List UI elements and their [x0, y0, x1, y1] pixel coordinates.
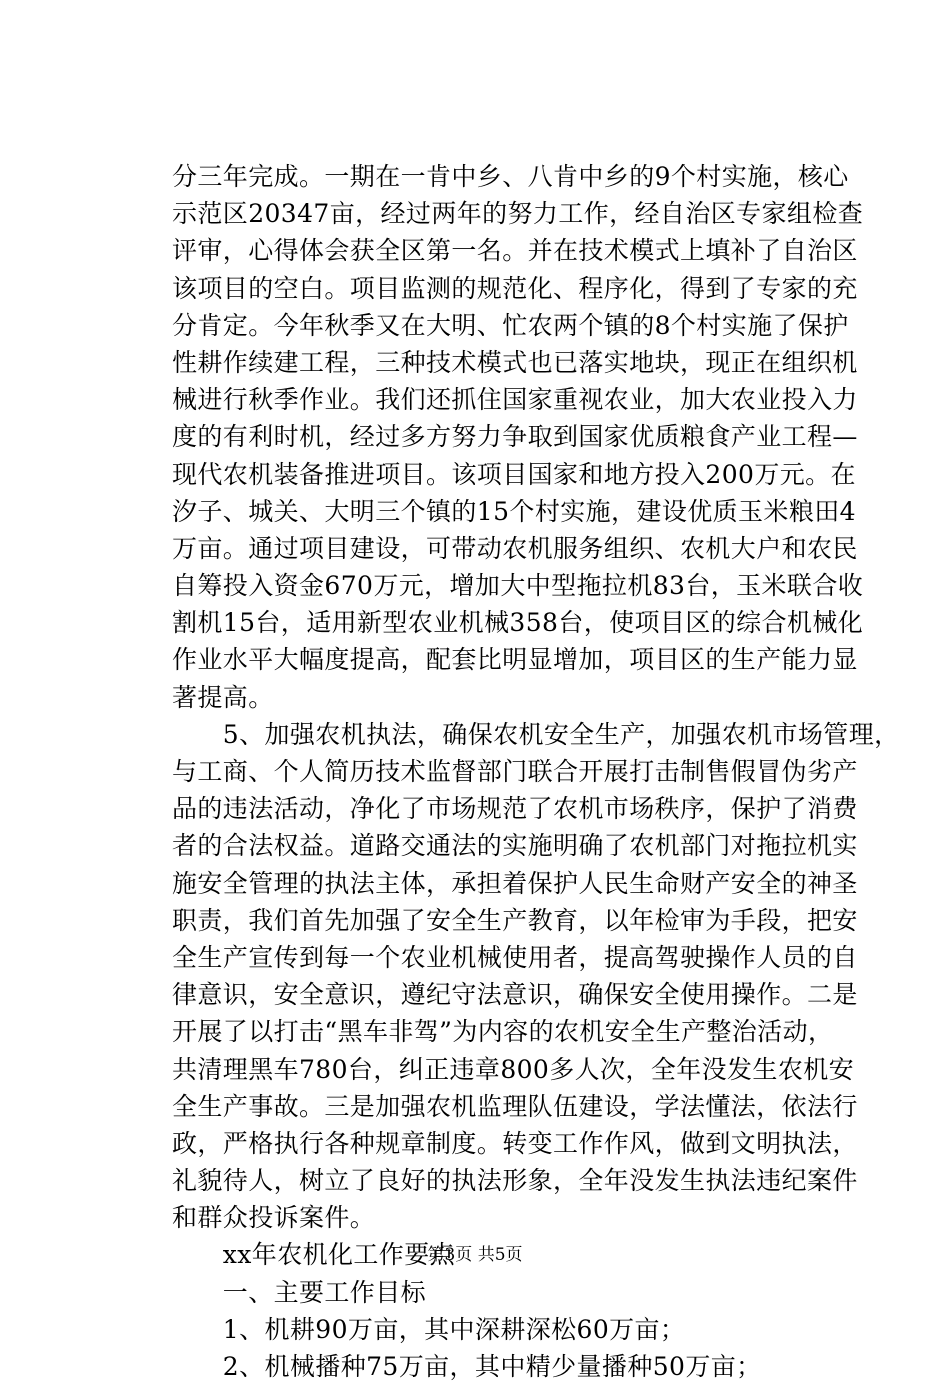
text-line: 分三年完成。一期在一肯中乡、八肯中乡的9个村实施，核心: [172, 162, 849, 191]
text-line: 汐子、城关、大明三个镇的15个村实施，建设优质玉米粮田4: [172, 496, 856, 526]
text-line: 自筹投入资金670万元，增加大中型拖拉机83台，玉米联合收: [172, 571, 864, 601]
text-line: 分肯定。今年秋季又在大明、忙农两个镇的8个村实施了保护: [172, 310, 849, 340]
text-line: 施安全管理的执法主体，承担着保护人民生命财产安全的神圣: [172, 868, 858, 898]
text-line: 性耕作续建工程，三种技术模式也已落实地块，现正在组织机: [172, 347, 858, 377]
text-line: 职责，我们首先加强了安全生产教育，以年检审为手段，把安: [172, 905, 858, 935]
text-line: 作业水平大幅度提高，配套比明显增加，项目区的生产能力显: [172, 645, 858, 675]
text-line: 1、机耕90万亩，其中深耕深松60万亩；: [172, 1314, 686, 1344]
document-body: [172, 158, 900, 1385]
text-line: 评审，心得体会获全区第一名。并在技术模式上填补了自治区: [172, 236, 858, 266]
text-line: 该项目的空白。项目监测的规范化、程序化，得到了专家的充: [172, 273, 858, 303]
text-line: 一、主要工作目标: [172, 1277, 427, 1307]
text-line: 者的合法权益。道路交通法的实施明确了农机部门对拖拉机实: [172, 831, 858, 861]
text-line: 万亩。通过项目建设，可带动农机服务组织、农机大户和农民: [172, 533, 858, 563]
text-line: 礼貌待人，树立了良好的执法形象，全年没发生执法违纪案件: [172, 1166, 858, 1196]
text-line: 示范区20347亩，经过两年的努力工作，经自治区专家组检查: [172, 199, 864, 229]
text-line: 律意识，安全意识，遵纪守法意识，确保安全使用操作。二是: [172, 980, 858, 1010]
text-line: 现代农机装备推进项目。该项目国家和地方投入200万元。在: [172, 459, 856, 489]
text-line: 械进行秋季作业。我们还抓住国家重视农业，加大农业投入力: [172, 385, 858, 415]
text-line: 开展了以打击“黑车非驾”为内容的农机安全生产整治活动，: [172, 1017, 834, 1047]
text-line: 全生产宣传到每一个农业机械使用者，提高驾驶操作人员的自: [172, 942, 858, 972]
text-line: 5、加强农机执法，确保农机安全生产，加强农机市场管理，: [172, 719, 900, 749]
text-line: 和群众投诉案件。: [172, 1203, 376, 1233]
text-line: xx年农机化工作要点: [172, 1240, 455, 1270]
text-line: 2、机械播种75万亩，其中精少量播种50万亩；: [172, 1352, 762, 1381]
text-line: 与工商、个人简历技术监督部门联合开展打击制售假冒伪劣产: [172, 757, 858, 786]
text-line: 著提高。: [172, 682, 274, 712]
text-line: 度的有利时机，经过多方努力争取到国家优质粮食产业工程—: [172, 422, 858, 452]
text-line: 政，严格执行各种规章制度。转变工作作风，做到文明执法，: [172, 1128, 858, 1158]
text-line: 共清理黑车780台，纠正违章800多人次，全年没发生农机安: [172, 1054, 855, 1084]
page-footer: 第3页 共5页: [427, 1245, 523, 1265]
text-line: 割机15台，适用新型农业机械358台，使项目区的综合机械化: [172, 608, 864, 638]
text-line: 品的违法活动，净化了市场规范了农机市场秩序，保护了消费: [172, 794, 858, 824]
text-line: 全生产事故。三是加强农机监理队伍建设，学法懂法，依法行: [172, 1091, 858, 1121]
